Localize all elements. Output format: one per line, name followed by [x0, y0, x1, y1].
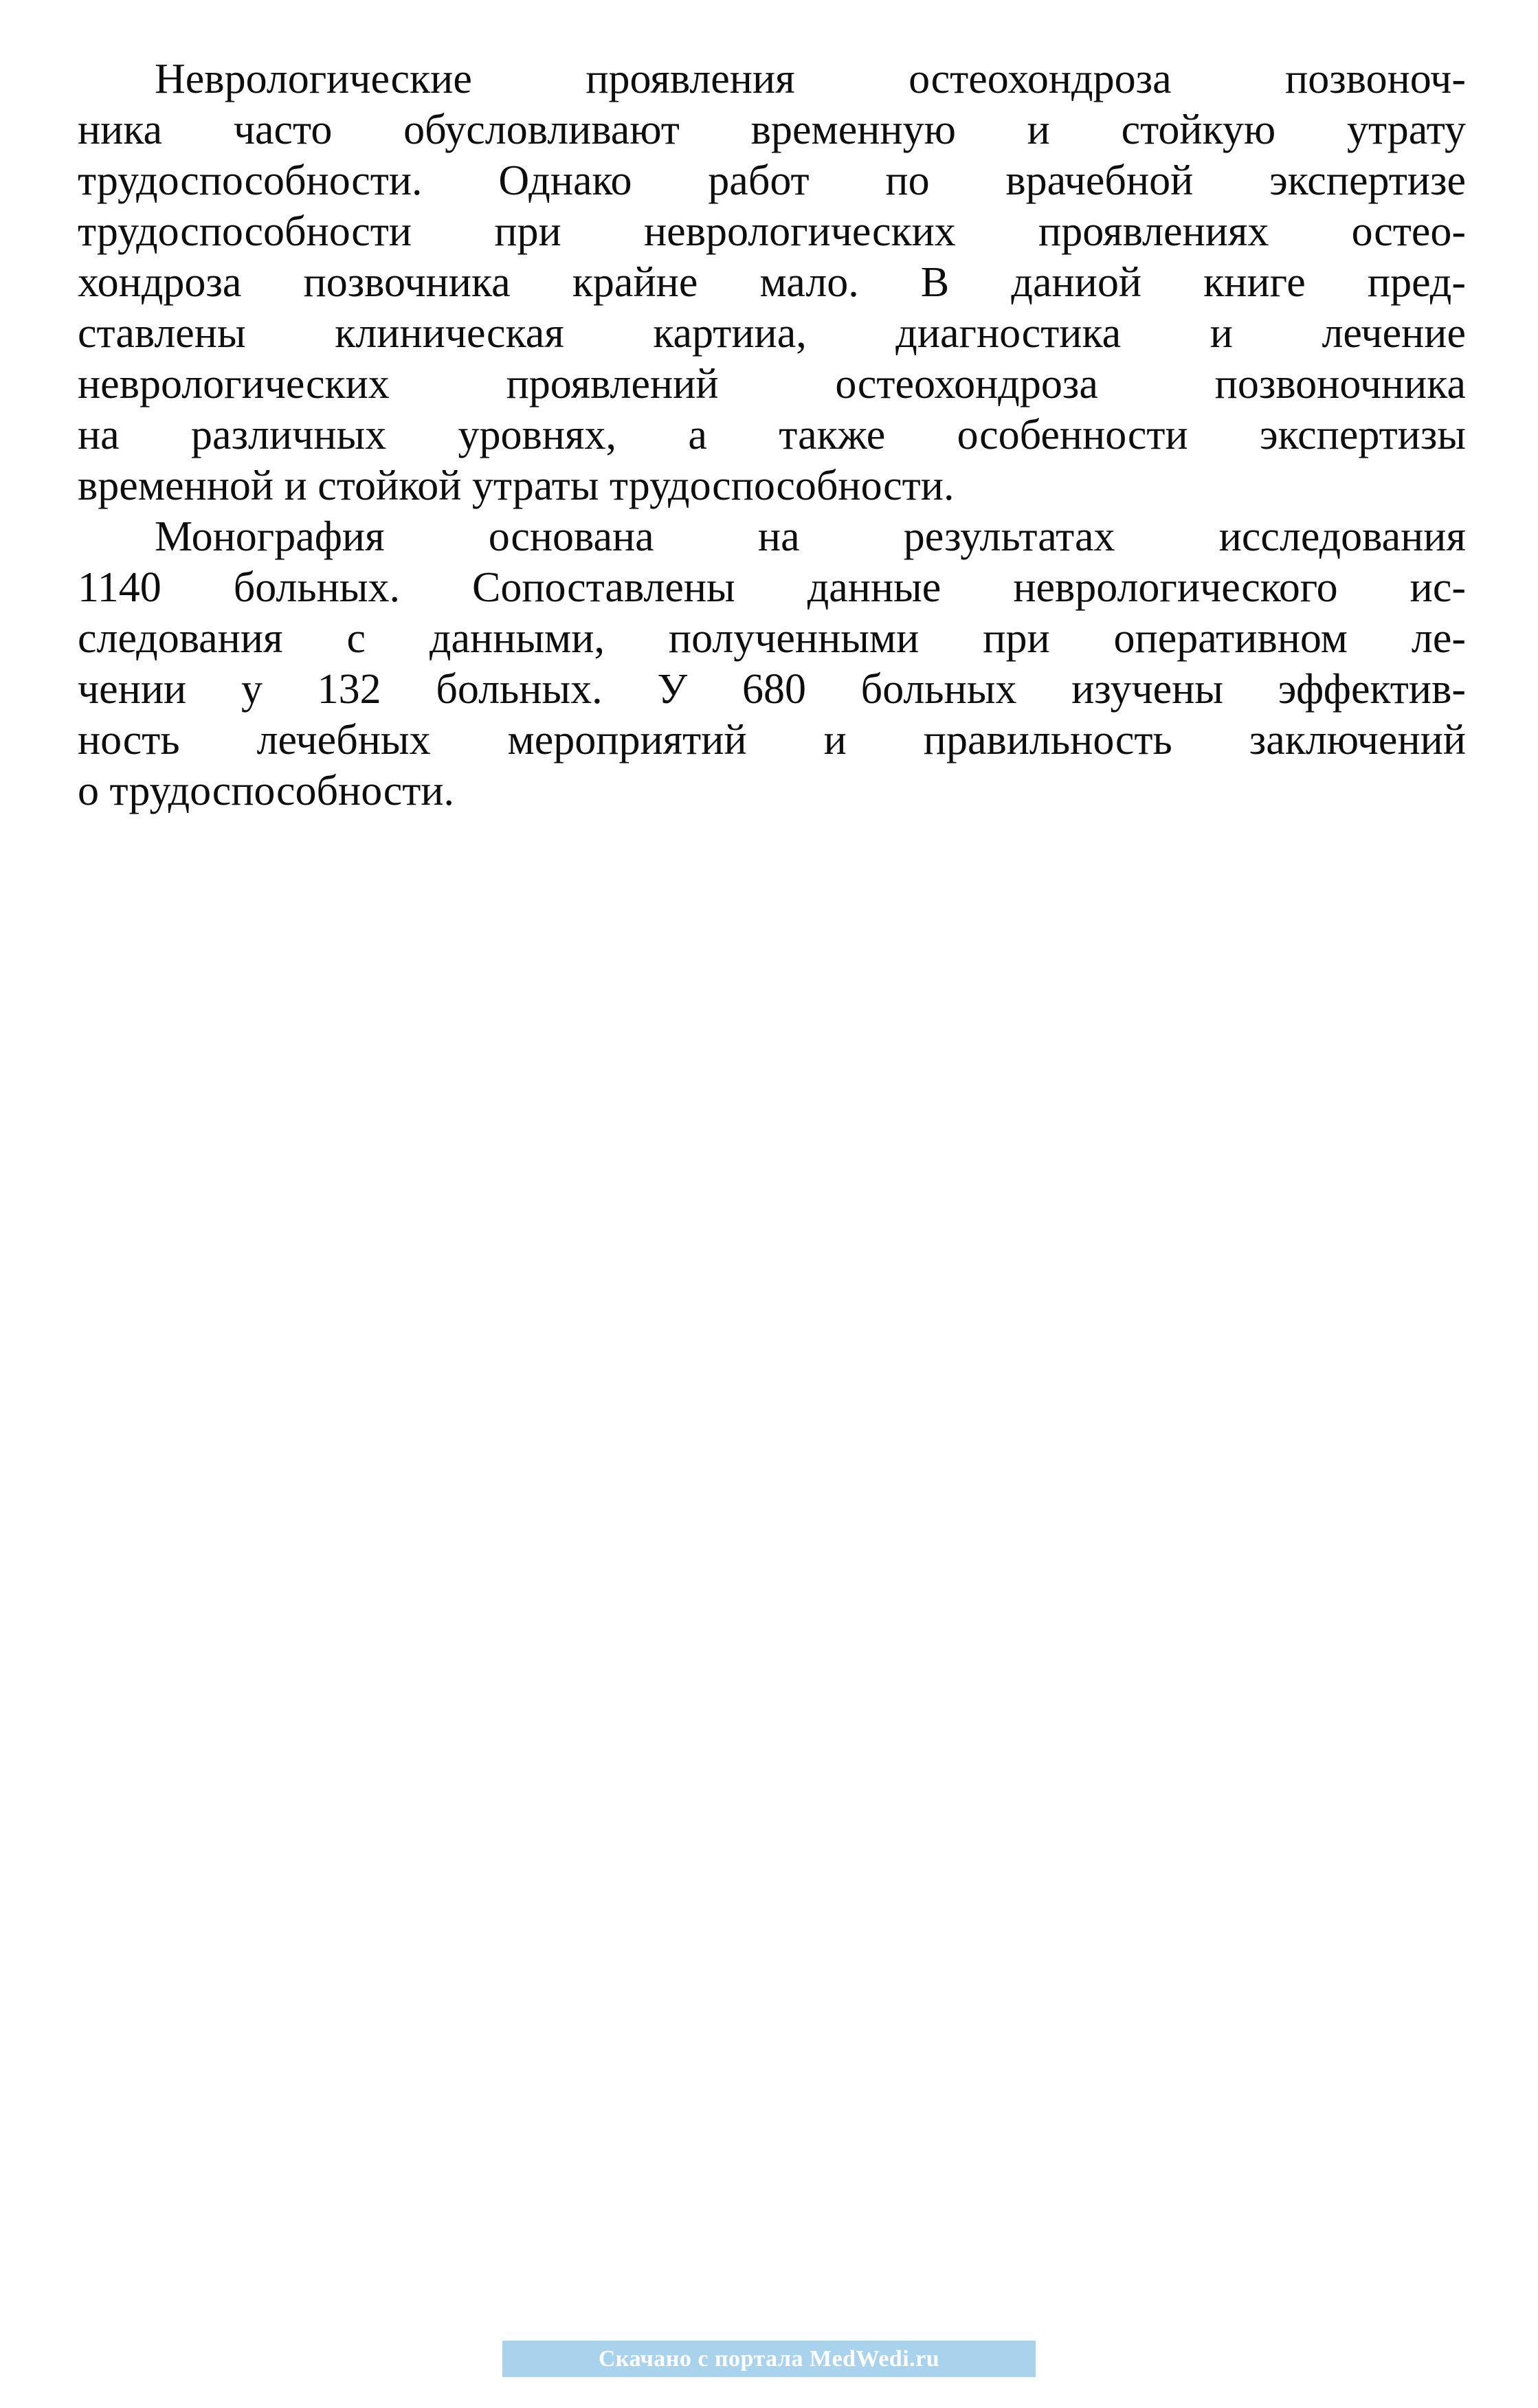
watermark-banner — [502, 2341, 1036, 2377]
paragraph-line: 1140 больных. Сопоставлены данные неврологического ис- — [78, 564, 1466, 611]
paragraph-line: неврологических проявлений остеохондроза позвоночника — [78, 361, 1466, 408]
paragraph-line: следования с данными, полученными при оперативном ле- — [78, 615, 1466, 662]
paragraph-line: ность лечебных мероприятий и правильность заключений — [78, 717, 1466, 763]
paragraph-line: трудоспособности. Однако работ по врачебной экспертизе — [78, 157, 1466, 204]
paragraph-1 — [78, 54, 1466, 511]
paragraph-line: хондроза позвочника крайне мало. В даниой книге пред- — [78, 259, 1466, 306]
paragraph-line: трудоспособности при неврологических проявлениях остео- — [78, 208, 1466, 255]
paragraph-line: Монография основана на результатах исследования — [155, 513, 1466, 560]
paragraph-line: ника часто обусловливают временную и стойкую утрату — [78, 107, 1466, 153]
paragraph-line: Неврологические проявления остеохондроза позвоноч- — [155, 56, 1466, 102]
paragraph-line: ставлены клиническая картииа, диагностика и лечение — [78, 310, 1466, 357]
paragraph-line: временной и стойкой утраты трудоспособности. — [78, 462, 955, 509]
paragraph-line: о трудоспособности. — [78, 768, 455, 814]
paragraph-line: чении у 132 больных. У 680 больных изучены эффектив- — [78, 666, 1466, 713]
body-text — [78, 54, 1466, 816]
paragraph-2 — [78, 511, 1466, 816]
paragraph-line: на различных уровнях, а также особенности экспертизы — [78, 412, 1466, 458]
watermark-text: Скачано с портала MedWedi.ru — [598, 2345, 940, 2372]
